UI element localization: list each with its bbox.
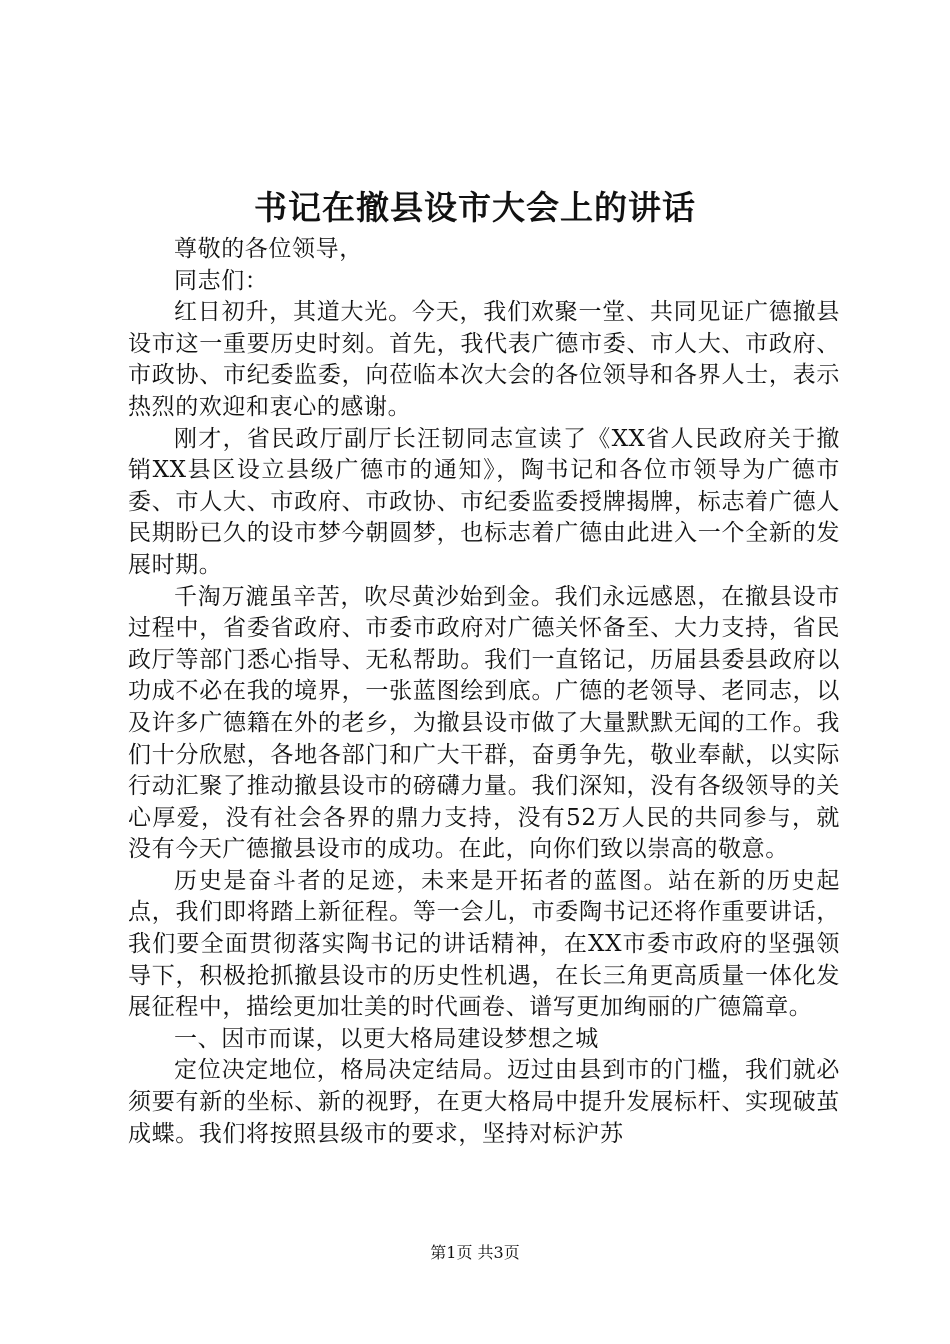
document-body [128,234,840,1150]
section-heading-1: 一、因市而谋，以更大格局建设梦想之城 [174,1025,599,1052]
paragraph-gratitude: 千淘万漉虽辛苦，吹尽黄沙始到金。我们永远感恩，在撤县设市过程中，省委省政府、市委市政府对广德关怀备至、大力支持，省民政厅等部门悉心指导、无私帮助。我们一直铭记，历届县委县政府以功成不必在我的境界，一张蓝图绘到底。广德的老领导、老同志，以及许多广德籍在外的老乡，为撤县设市做了大量默默无闻的工作。我们十分欣慰，各地各部门和广大干群，奋勇争先，敬业奉献，以实际行动汇聚了推动撤县设市的磅礴力量。我们深知，没有各级领导的关心厚爱，没有社会各界的鼎力支持，没有52万人民的共同参与，就没有今天广德撤县设市的成功。在此，向你们致以崇高的敬意。 [128,583,840,863]
paragraph-positioning: 定位决定地位，格局决定结局。迈过由县到市的门槛，我们就必须要有新的坐标、新的视野，在更大格局中提升发展标杆、实现破茧成蝶。我们将按照县级市的要求，坚持对标沪苏 [128,1057,840,1147]
document-title: 书记在撤县设市大会上的讲话 [254,188,696,227]
paragraph-announcement: 刚才，省民政厅副厅长汪韧同志宣读了《XX省人民政府关于撤销XX县区设立县级广德市的通知》，陶书记和各位市领导为广德市委、市人大、市政府、市政协、市纪委监委授牌揭牌，标志着广德人民期盼已久的设市梦今朝圆梦，也标志着广德由此进入一个全新的发展时期。 [128,425,840,578]
paragraph-opening: 红日初升，其道大光。今天，我们欢聚一堂、共同见证广德撤县设市这一重要历史时刻。首先，我代表广德市委、市人大、市政府、市政协、市纪委监委，向莅临本次大会的各位领导和各界人士，表示热烈的欢迎和衷心的感谢。 [128,299,840,420]
paragraph-future: 历史是奋斗者的足迹，未来是开拓者的蓝图。站在新的历史起点，我们即将踏上新征程。等一会儿，市委陶书记还将作重要讲话，我们要全面贯彻落实陶书记的讲话精神，在XX市委市政府的坚强领导下，积极抢抓撤县设市的历史性机遇，在长三角更高质量一体化发展征程中，描绘更加壮美的时代画卷、谱写更加绚丽的广德篇章。 [128,867,840,1021]
salutation-leaders: 尊敬的各位领导， [174,236,363,262]
page-number-footer: 第1页 共3页 [430,1243,520,1262]
salutation-comrades: 同志们： [174,267,269,294]
